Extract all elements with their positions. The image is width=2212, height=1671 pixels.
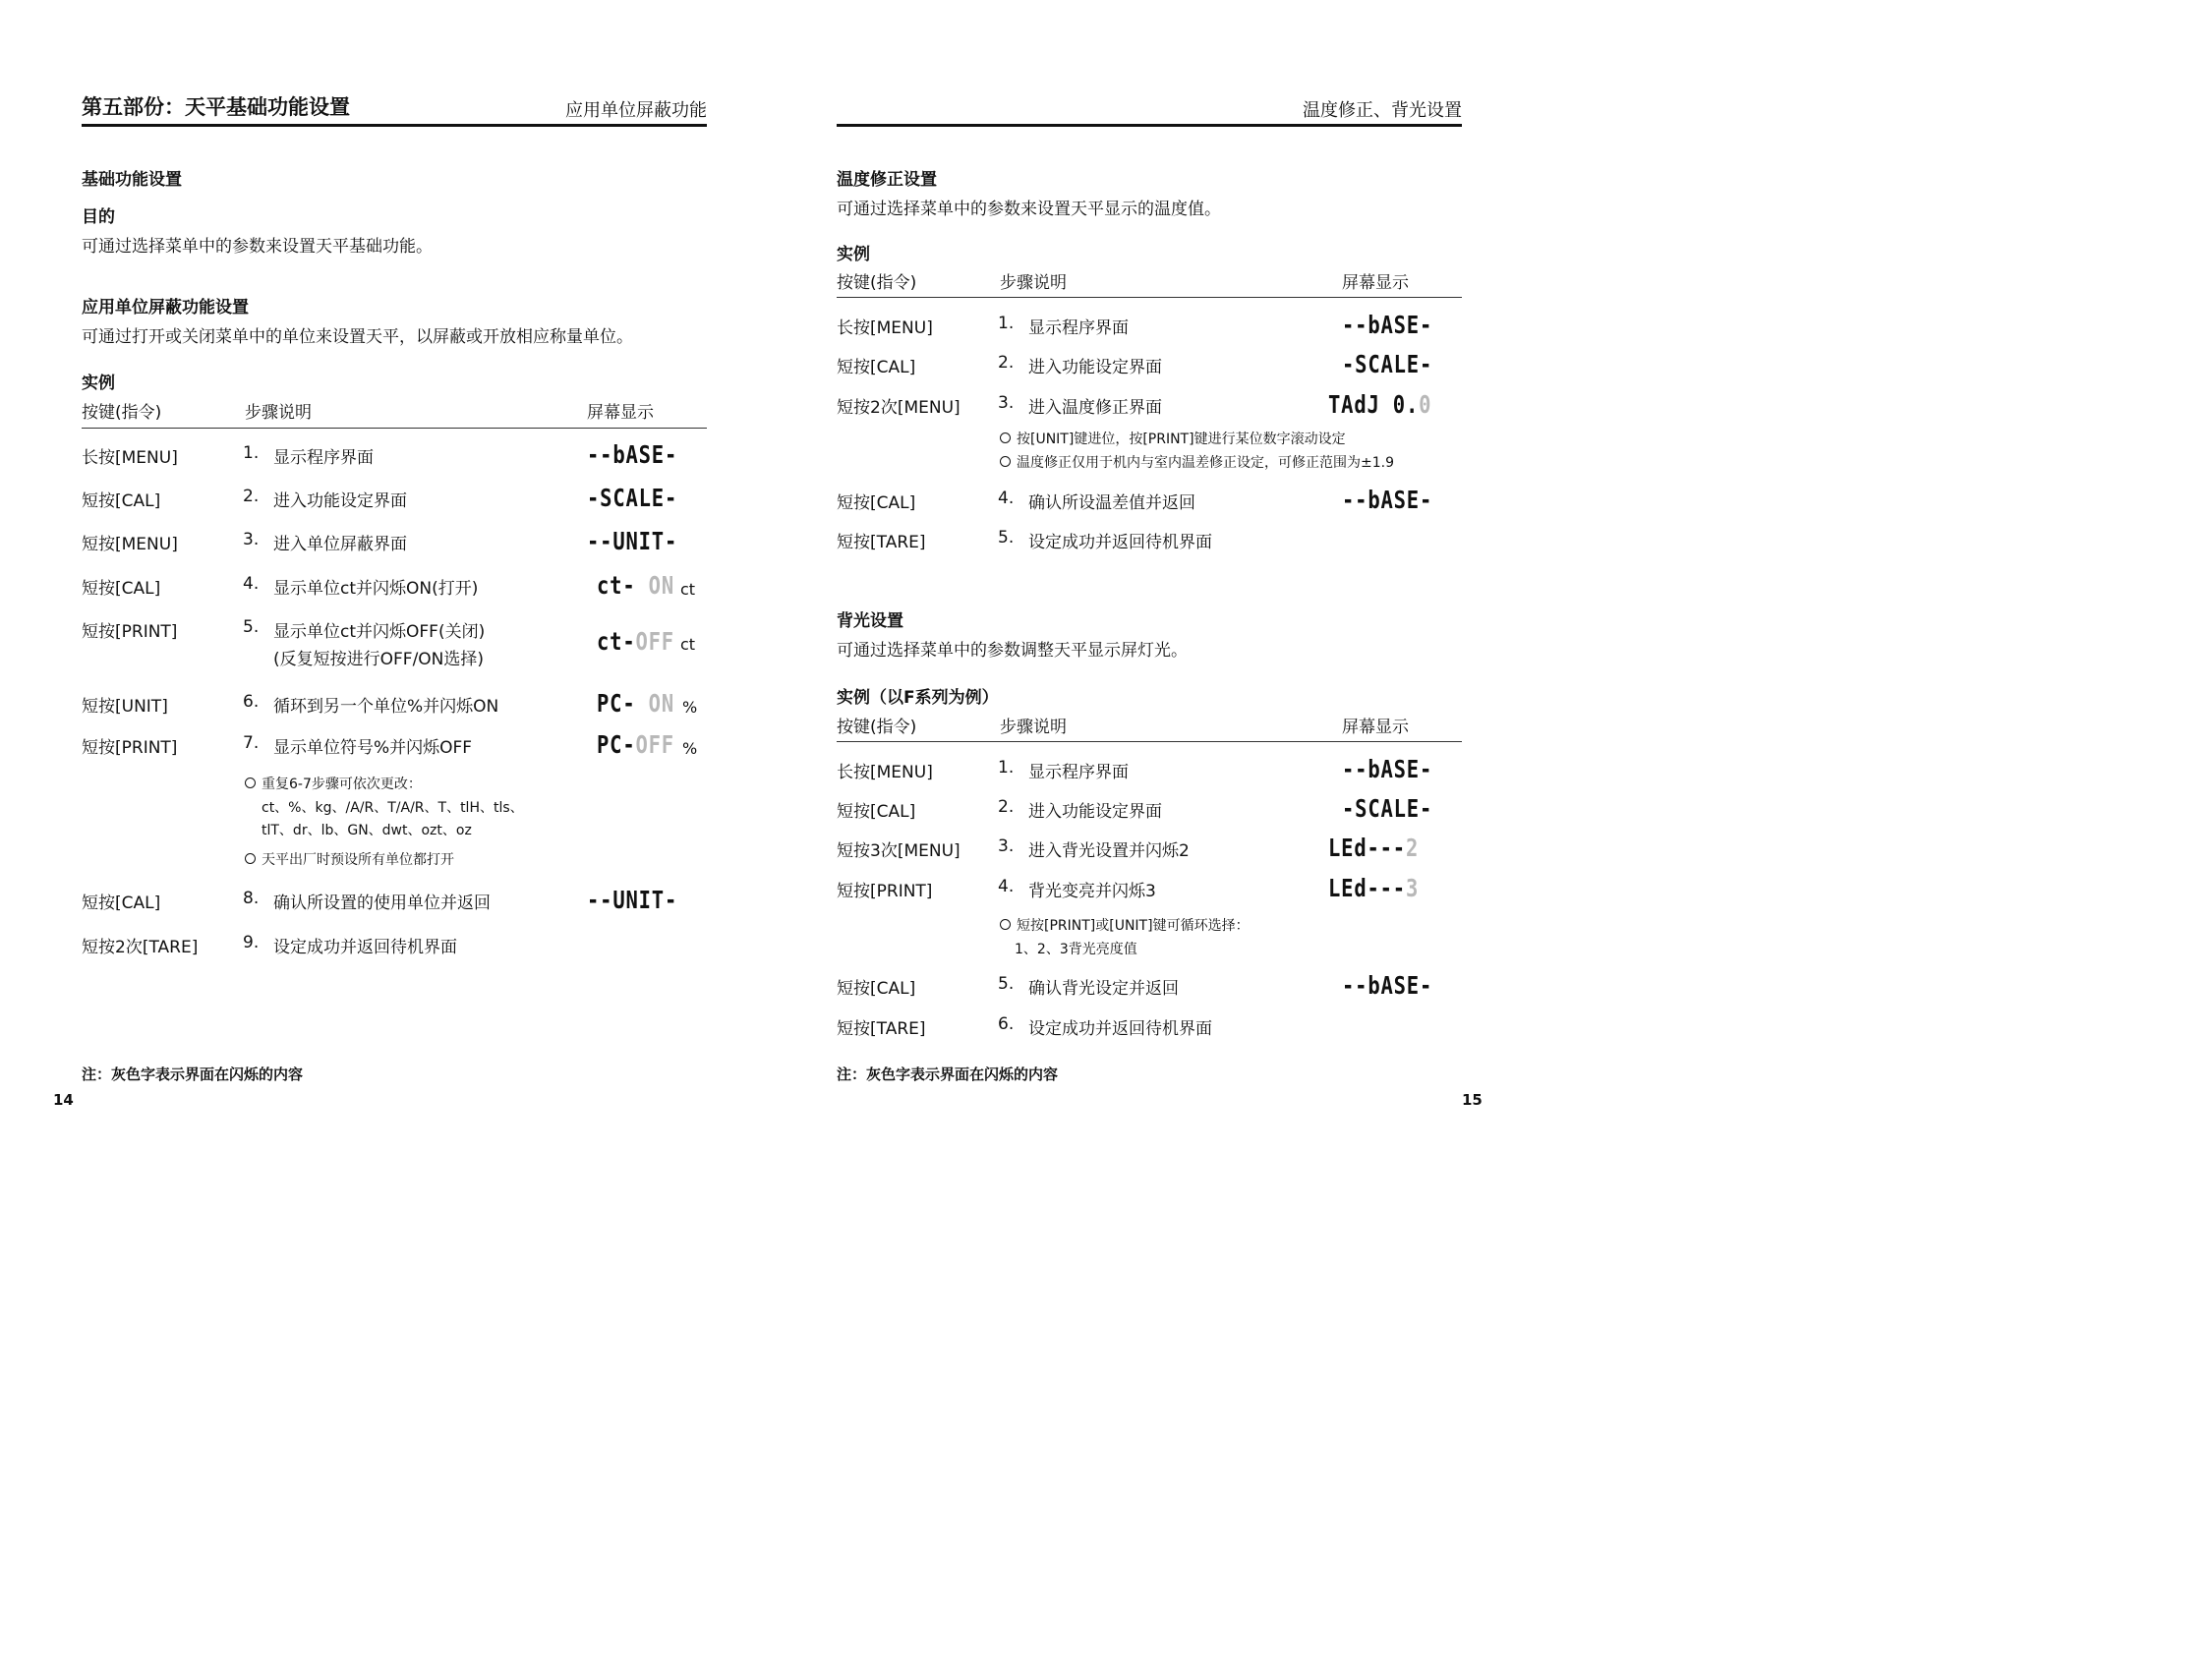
table-row (837, 486, 1462, 518)
table-row (837, 836, 1462, 866)
col-step-header: 步骤说明 (1000, 273, 1067, 293)
section-header: 温度修正、背光设置 (1303, 100, 1462, 121)
step-text: 进入功能设定界面 (273, 491, 407, 511)
key-cell: 短按[PRINT] (837, 882, 933, 901)
step-text-continued: (反复短按进行OFF/ON选择) (273, 650, 485, 669)
lcd-display: ct- ON (597, 571, 674, 600)
note-line: 1、2、3背光亮度值 (1015, 942, 1137, 957)
lcd-display: --UNIT- (587, 886, 678, 914)
step-number: 9. (243, 933, 260, 952)
table-row (82, 689, 707, 721)
step-text: 显示程序界面 (1028, 763, 1129, 782)
step-text: 进入功能设定界面 (1028, 358, 1162, 377)
step-text: 循环到另一个单位%并闪烁ON (273, 697, 499, 717)
page-number: 15 (1462, 1091, 1483, 1109)
page-14 (53, 0, 707, 1180)
table-row (82, 484, 707, 516)
note-line: 重复6-7步骤可依次更改： (245, 774, 422, 793)
bullet-circle-icon (1000, 456, 1011, 467)
table-rule (837, 297, 1462, 298)
page-15 (837, 0, 1483, 1180)
step-number: 2. (998, 353, 1015, 373)
example-title: 实例 (82, 374, 115, 393)
note-line: 天平出厂时预设所有单位都打开 (245, 849, 454, 869)
key-cell: 长按[MENU] (837, 318, 933, 338)
key-cell: 短按2次[TARE] (82, 938, 199, 957)
backlight-example-title: 实例（以F系列为例） (837, 688, 999, 708)
unit-label: % (682, 698, 698, 717)
step-number: 5. (243, 617, 260, 637)
backlight-text: 可通过选择菜单中的参数调整天平显示屏灯光。 (837, 641, 1188, 661)
lcd-display: PC- ON (597, 689, 674, 718)
col-display-header: 屏幕显示 (587, 403, 654, 423)
key-cell: 短按[UNIT] (82, 697, 168, 717)
step-text: 确认背光设定并返回 (1028, 979, 1179, 999)
table-row (837, 755, 1462, 787)
step-text: 进入功能设定界面 (1028, 802, 1162, 822)
table-row (82, 886, 707, 918)
backlight-title: 背光设置 (837, 611, 903, 631)
note-line: ct、%、kg、/A/R、T/A/R、T、tlH、tls、 (262, 800, 524, 816)
lcd-display: ct-OFF (597, 627, 674, 656)
col-key-header: 按键(指令) (82, 403, 162, 423)
col-key-header: 按键(指令) (837, 273, 917, 293)
key-cell: 短按[CAL] (82, 579, 161, 599)
table-row (82, 933, 707, 962)
table-row (837, 528, 1462, 557)
step-text: 进入单位屏蔽界面 (273, 535, 407, 554)
table-rule (837, 741, 1462, 742)
table-row (837, 390, 1462, 423)
key-cell: 短按[PRINT] (82, 622, 178, 642)
temp-title: 温度修正设置 (837, 170, 937, 190)
col-step-header: 步骤说明 (245, 403, 312, 423)
step-number: 4. (998, 877, 1015, 896)
step-number: 5. (998, 974, 1015, 994)
key-cell: 短按[CAL] (837, 493, 916, 513)
table-row (837, 1014, 1462, 1044)
step-number: 3. (998, 393, 1015, 413)
step-text: 显示单位ct并闪烁OFF(关闭) (273, 622, 486, 642)
key-cell: 短按[PRINT] (82, 738, 178, 758)
table-row (837, 794, 1462, 827)
header-rule (837, 124, 1462, 127)
col-display-header: 屏幕显示 (1342, 273, 1409, 293)
lcd-display: --bASE- (1342, 486, 1433, 514)
step-text: 显示程序界面 (1028, 318, 1129, 338)
header-rule (82, 124, 707, 127)
step-text: 背光变亮并闪烁3 (1028, 882, 1156, 901)
lcd-display: --bASE- (1342, 311, 1433, 339)
lcd-display: PC-OFF (597, 730, 674, 759)
step-number: 3. (243, 530, 260, 549)
col-step-header: 步骤说明 (1000, 718, 1067, 737)
step-text: 进入背光设置并闪烁2 (1028, 841, 1190, 861)
step-number: 2. (243, 487, 260, 506)
step-number: 6. (243, 692, 260, 712)
step-text: 显示单位符号%并闪烁OFF (273, 738, 473, 758)
key-cell: 长按[MENU] (82, 448, 178, 468)
step-number: 1. (243, 443, 260, 463)
unit-mask-text: 可通过打开或关闭菜单中的单位来设置天平，以屏蔽或开放相应称量单位。 (82, 327, 633, 347)
note-line: 短按[PRINT]或[UNIT]键可循环选择： (1000, 915, 1250, 935)
key-cell: 短按[TARE] (837, 1019, 926, 1039)
note-line: tlT、dr、lb、GN、dwt、ozt、oz (262, 823, 472, 838)
col-display-header: 屏幕显示 (1342, 718, 1409, 737)
table-row (82, 527, 707, 559)
key-cell: 短按2次[MENU] (837, 398, 960, 418)
example-title: 实例 (837, 245, 870, 264)
lcd-display: --bASE- (1342, 971, 1433, 1000)
unit-label: % (682, 739, 698, 758)
page-number: 14 (53, 1091, 74, 1109)
table-row (82, 440, 707, 473)
step-text: 确认所设置的使用单位并返回 (273, 893, 491, 913)
key-cell: 短按[CAL] (837, 979, 916, 999)
lcd-display: -SCALE- (1342, 350, 1433, 378)
key-cell: 短按[CAL] (82, 491, 161, 511)
step-text: 设定成功并返回待机界面 (1028, 1019, 1212, 1039)
lcd-display: -SCALE- (1342, 794, 1433, 823)
step-number: 4. (243, 574, 260, 594)
step-text: 显示单位ct并闪烁ON(打开) (273, 579, 479, 599)
unit-mask-title: 应用单位屏蔽功能设置 (82, 298, 249, 317)
step-number: 1. (998, 314, 1015, 333)
table-row (82, 730, 707, 763)
key-cell: 短按[CAL] (837, 358, 916, 377)
table-rule (82, 428, 707, 429)
unit-label: ct (680, 635, 696, 654)
lcd-display: TAdJ 0.0 (1328, 390, 1432, 419)
table-row (82, 617, 707, 669)
step-text: 设定成功并返回待机界面 (273, 938, 457, 957)
step-number: 5. (998, 528, 1015, 547)
basic-settings-title: 基础功能设置 (82, 170, 182, 190)
step-number: 2. (998, 797, 1015, 817)
table-row (837, 311, 1462, 343)
bullet-circle-icon (1000, 432, 1011, 443)
bullet-circle-icon (245, 853, 256, 864)
step-number: 8. (243, 889, 260, 908)
step-text: 设定成功并返回待机界面 (1028, 533, 1212, 552)
step-text: 进入温度修正界面 (1028, 398, 1162, 418)
chapter-title: 第五部份：天平基础功能设置 (82, 95, 350, 119)
step-number: 6. (998, 1014, 1015, 1034)
key-cell: 短按[CAL] (837, 802, 916, 822)
lcd-display: LEd---2 (1328, 834, 1420, 862)
temp-text: 可通过选择菜单中的参数来设置天平显示的温度值。 (837, 200, 1221, 219)
step-number: 1. (998, 758, 1015, 778)
bullet-circle-icon (1000, 919, 1011, 930)
table-row (82, 571, 707, 604)
key-cell: 短按[TARE] (837, 533, 926, 552)
section-header: 应用单位屏蔽功能 (565, 100, 707, 121)
table-row (837, 971, 1462, 1004)
footnote: 注：灰色字表示界面在闪烁的内容 (837, 1066, 1059, 1083)
bullet-circle-icon (245, 778, 256, 788)
table-row (837, 874, 1462, 906)
purpose-title: 目的 (82, 207, 115, 227)
lcd-display: --UNIT- (587, 527, 678, 555)
key-cell: 短按[CAL] (82, 893, 161, 913)
unit-label: ct (680, 580, 696, 599)
key-cell: 长按[MENU] (837, 763, 933, 782)
col-key-header: 按键(指令) (837, 718, 917, 737)
step-number: 4. (998, 489, 1015, 508)
step-number: 7. (243, 733, 260, 753)
footnote: 注：灰色字表示界面在闪烁的内容 (82, 1066, 304, 1083)
step-number: 3. (998, 836, 1015, 856)
key-cell: 短按3次[MENU] (837, 841, 960, 861)
purpose-text: 可通过选择菜单中的参数来设置天平基础功能。 (82, 237, 433, 257)
note-line: 按[UNIT]键进位，按[PRINT]键进行某位数字滚动设定 (1000, 429, 1346, 448)
step-text: 显示程序界面 (273, 448, 374, 468)
lcd-display: LEd---3 (1328, 874, 1420, 902)
lcd-display: --bASE- (1342, 755, 1433, 783)
key-cell: 短按[MENU] (82, 535, 178, 554)
lcd-display: -SCALE- (587, 484, 678, 512)
lcd-display: --bASE- (587, 440, 678, 469)
step-text: 确认所设温差值并返回 (1028, 493, 1195, 513)
table-row (837, 350, 1462, 382)
note-line: 温度修正仅用于机内与室内温差修正设定，可修正范围为±1.9 (1000, 452, 1394, 472)
